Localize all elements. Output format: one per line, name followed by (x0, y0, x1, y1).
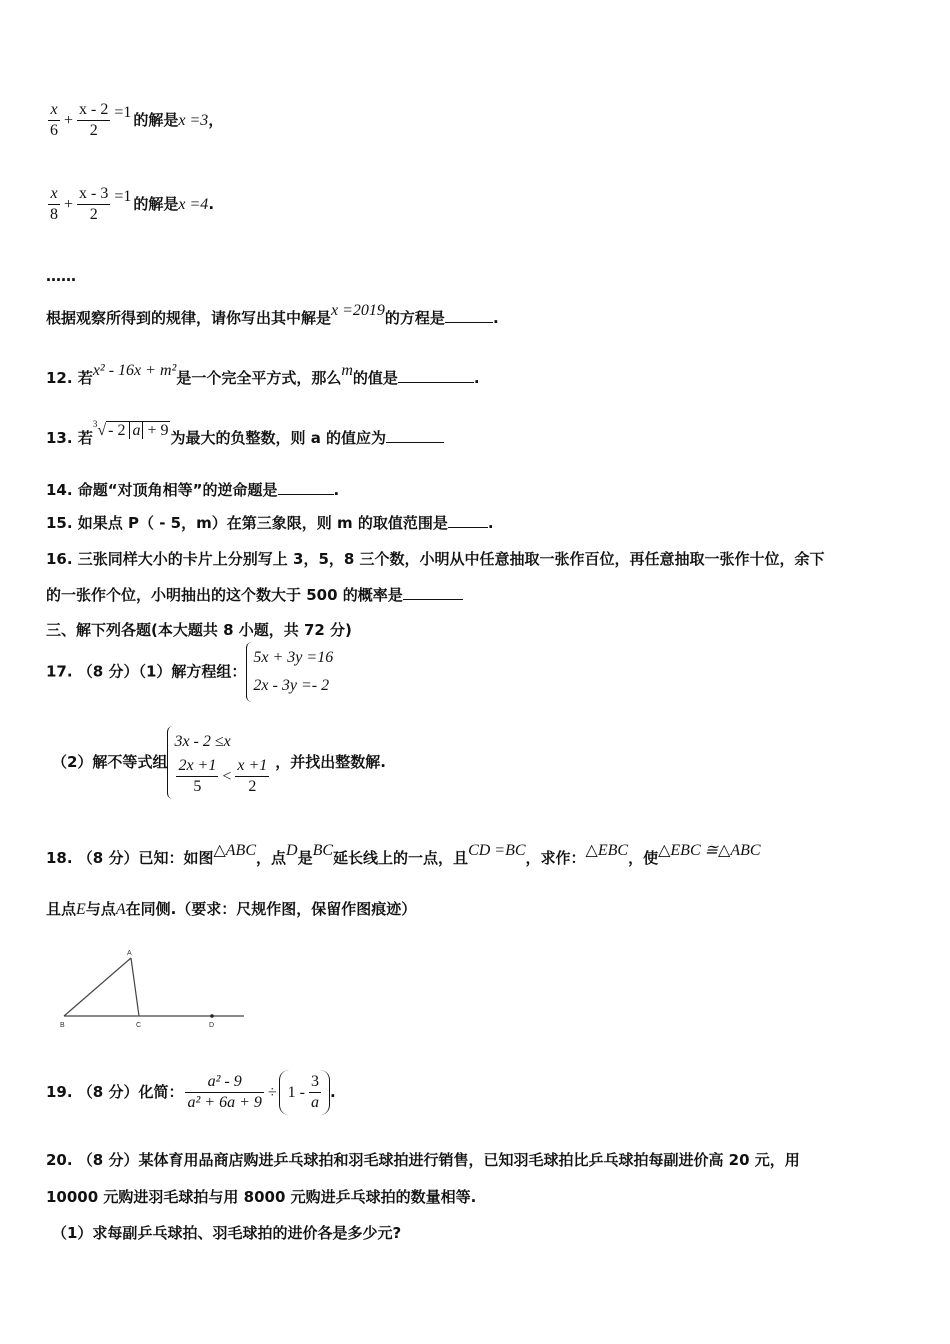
answer-blank (403, 585, 463, 600)
fraction: $\frac{x - 2}{2}$ (79, 101, 109, 139)
answer-blank (398, 368, 474, 383)
answer-blank (445, 308, 493, 323)
label-a: A (127, 950, 132, 957)
question-15: 15. 如果点 P（ - 5，m）在第三象限，则 m 的取值范围是 . (46, 514, 494, 532)
answer-blank (386, 428, 444, 443)
question-18-line-2: 且点E与点A在同侧.（要求：尺规作图，保留作图痕迹） (46, 900, 417, 918)
cube-root: $^3$√ - 2 a + 9 (92, 419, 169, 439)
inequality-system: 3x - 2 ≤x $\frac{2x +1}{5}$ < $\frac{x +1}{2}$ (167, 726, 275, 799)
equation-2: $\frac{x}{8}$ + $\frac{x - 3}{2}$ =1 的解是x =4. (50, 185, 215, 223)
question-16-line-1: 16. 三张同样大小的卡片上分别写上 3，5，8 三个数，小明从中任意抽取一张作百位，再任意抽取一张作十位，余下 (46, 550, 825, 568)
fraction: $\frac{3}{a}$ (310, 1073, 319, 1111)
rule-question: 根据观察所得到的规律，请你写出其中解是x =2019的方程是 . (46, 302, 499, 327)
question-20-line-1: 20. （8 分）某体育用品商店购进乒乓球拍和羽毛球拍进行销售，已知羽毛球拍比乒乓球拍每副进价高 20 元，用 (46, 1151, 800, 1169)
label-c: C (136, 1022, 142, 1029)
side-ab (64, 958, 131, 1016)
section-heading: 三、解下列各题(本大题共 8 小题，共 72 分) (46, 621, 352, 639)
answer-blank (278, 480, 334, 495)
fraction: $\frac{x +1}{2}$ (237, 757, 268, 795)
fraction: $\frac{\text{a² - 9}}{\text{a² + 6a + 9}}$ (187, 1073, 262, 1111)
point-d (210, 1014, 214, 1018)
fraction: $\frac{x}{6}$ (50, 101, 58, 139)
ellipsis: …… (46, 267, 76, 285)
equation-1: $\frac{x}{6}$ + $\frac{x - 2}{2}$ =1 的解是x =3， (50, 101, 224, 139)
question-20-line-3: （1）求每副乒乓球拍、羽毛球拍的进价各是多少元? (52, 1224, 402, 1242)
question-19: 19. （8 分）化简： $\frac{\text{a² - 9}}{\text{a² + 6a + 9}}$ ÷ 1 - $\frac{3}{a}$ . (46, 1070, 336, 1115)
label-b: B (60, 1022, 65, 1029)
parenthesis-group: 1 - $\frac{3}{a}$ (279, 1070, 330, 1115)
label-d: D (209, 1022, 215, 1029)
question-20-line-2: 10000 元购进羽毛球拍与用 8000 元购进乒乓球拍的数量相等. (46, 1188, 477, 1206)
question-14: 14. 命题“对顶角相等”的逆命题是 . (46, 481, 340, 499)
question-13: 13. 若$^3$√ - 2 a + 9 为最大的负整数，则 a 的值应为 (46, 428, 444, 450)
side-ac (131, 958, 139, 1016)
fraction: $\frac{x - 3}{2}$ (79, 185, 109, 223)
equation-system: 5x + 3y =16 2x - 3y =- 2 (246, 642, 337, 702)
question-12: 12. 若x² - 16x + m²是一个完全平方式，那么m的值是 . (46, 362, 480, 387)
question-16-line-2: 的一张作个位，小明抽出的这个数大于 500 的概率是 (46, 585, 463, 605)
question-17: 17. （8 分）（1）解方程组： 5x + 3y =16 2x - 3y =- 2 (46, 642, 337, 702)
question-17-part-2: （2）解不等式组 3x - 2 ≤x $\frac{2x +1}{5}$ < $\frac{x +1}{2}$ ，并找出整数解. (52, 726, 386, 799)
fraction: $\frac{2x +1}{5}$ (178, 757, 217, 795)
triangle-figure (56, 944, 250, 1032)
answer-blank (448, 513, 488, 528)
question-18: 18. （8 分）已知：如图△ABC，点D是BC延长线上的一点，且CD =BC，求作：△EBC，使△EBC ≅△ABC (46, 842, 761, 867)
fraction: $\frac{x}{8}$ (50, 185, 58, 223)
